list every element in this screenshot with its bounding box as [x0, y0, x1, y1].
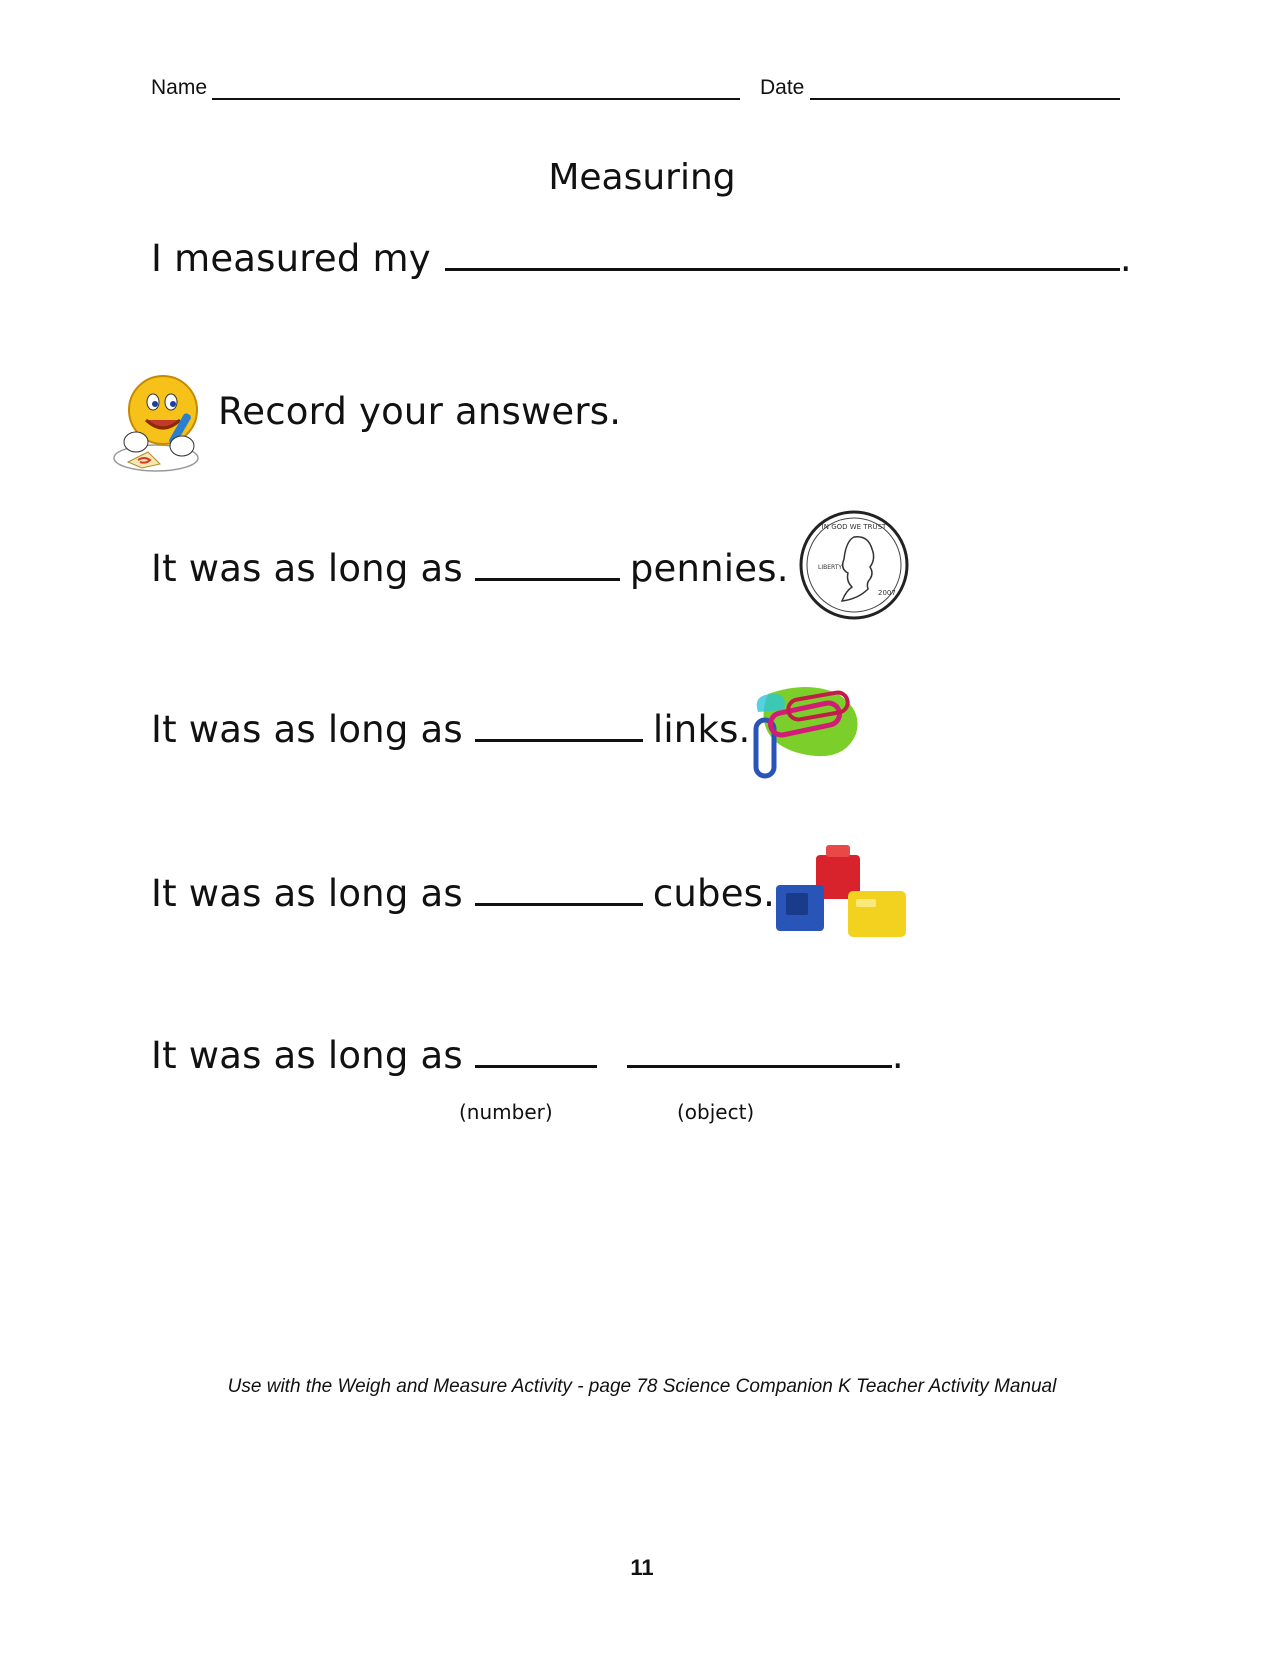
number-caption: (number)	[459, 1100, 553, 1124]
links-row	[151, 708, 751, 751]
links-count-field[interactable]	[475, 739, 643, 742]
page-title: Measuring	[548, 157, 736, 198]
unifix-cubes-icon	[772, 841, 912, 943]
cubes-count-field[interactable]	[475, 903, 643, 906]
number-field[interactable]	[475, 1065, 597, 1068]
penny-year: 2007	[878, 589, 896, 597]
penny-icon	[798, 509, 910, 621]
name-label: Name	[151, 76, 208, 99]
object-field[interactable]	[627, 1065, 892, 1068]
record-instruction: Record your answers.	[218, 390, 622, 433]
custom-prefix: It was as long as	[151, 1034, 463, 1077]
pennies-suffix: pennies.	[629, 547, 789, 590]
measured-row	[151, 237, 1132, 280]
pennies-count-field[interactable]	[475, 578, 620, 581]
object-caption: (object)	[677, 1100, 755, 1124]
measured-object-field[interactable]	[445, 268, 1120, 271]
custom-period: .	[891, 1034, 904, 1077]
custom-row	[151, 1034, 904, 1077]
cubes-prefix: It was as long as	[151, 872, 463, 915]
cubes-row	[151, 872, 775, 915]
links-prefix: It was as long as	[151, 708, 463, 751]
measured-period: .	[1119, 237, 1132, 280]
pennies-prefix: It was as long as	[151, 547, 463, 590]
date-label: Date	[760, 76, 805, 99]
cubes-suffix: cubes.	[652, 872, 776, 915]
pennies-row	[151, 547, 789, 590]
measured-prompt: I measured my	[151, 237, 431, 280]
activity-footer-note: Use with the Weigh and Measure Activity - page 78 Science Companion K Teacher Activity Manual	[227, 1376, 1057, 1397]
smiley-writing-icon	[108, 372, 208, 474]
penny-liberty: LIBERTY	[818, 564, 843, 571]
name-field[interactable]	[212, 98, 740, 100]
date-field[interactable]	[810, 98, 1120, 100]
penny-motto: IN GOD WE TRUST	[821, 523, 887, 531]
links-suffix: links.	[652, 708, 751, 751]
paper-clip-links-icon	[748, 682, 863, 782]
page-number: 11	[630, 1555, 654, 1580]
